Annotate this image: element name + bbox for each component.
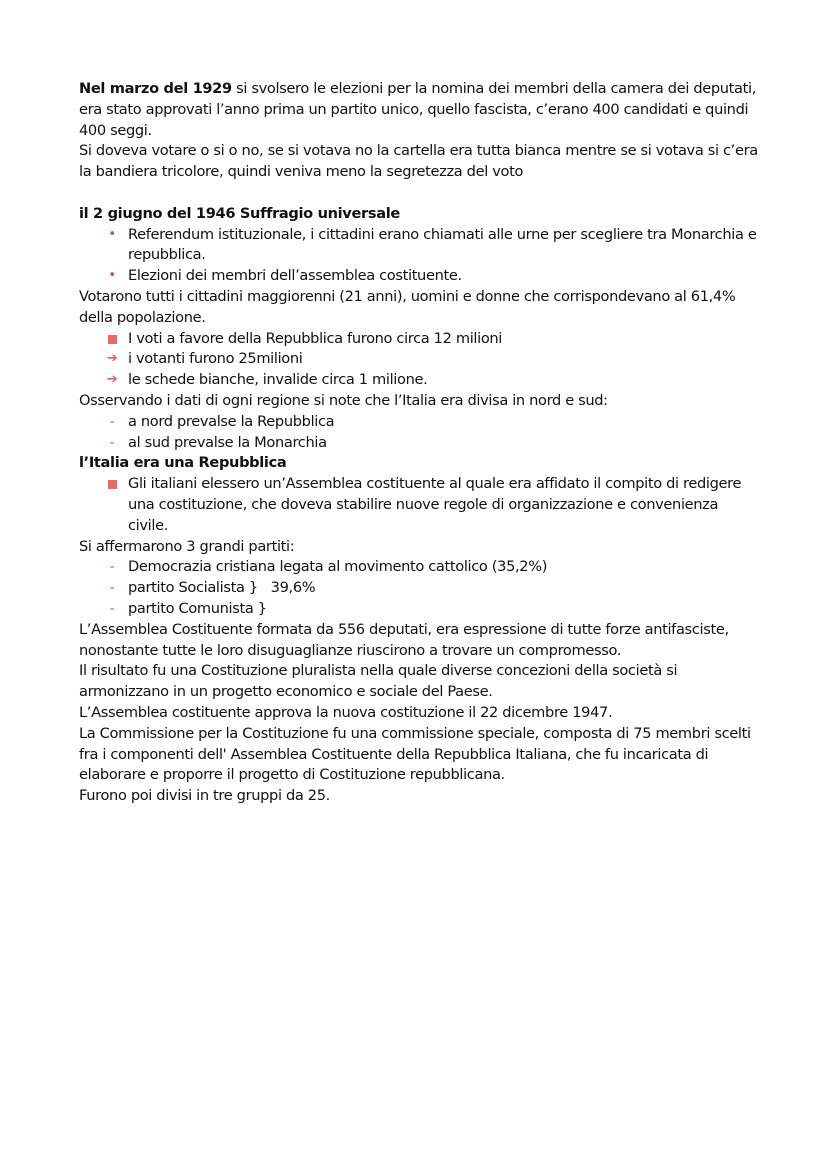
paragraph-text: si svolsero le elezioni per la nomina dei membri della camera dei deputati, era stato approvati l’anno prima un partito unico, quello fascista, c’erano 400 candidati e quindi 400 seggi. bbox=[79, 80, 757, 139]
paragraph-approvazione: L’Assemblea costituente approva la nuova costituzione il 22 dicembre 1947. bbox=[79, 703, 613, 721]
list-item: ➔ le schede bianche, invalide circa 1 milione. bbox=[79, 370, 758, 391]
list-item: I voti a favore della Repubblica furono circa 12 milioni bbox=[79, 329, 758, 350]
bullet-dash-icon: - bbox=[109, 579, 115, 597]
bullet-list-nord-sud bbox=[79, 412, 758, 454]
list-item: - partito Socialista } 39,6% bbox=[79, 578, 758, 599]
list-item: ➔ i votanti furono 25milioni bbox=[79, 349, 758, 370]
bullet-dash-icon: - bbox=[109, 558, 115, 576]
bullet-list-assemblea bbox=[79, 474, 758, 536]
bullet-dot-icon: • bbox=[108, 226, 116, 242]
list-item: - al sud prevalse la Monarchia bbox=[79, 433, 758, 454]
paragraph-partiti: Si affermarono 3 grandi partiti: bbox=[79, 537, 295, 555]
heading-repubblica: l’Italia era una Repubblica bbox=[79, 454, 287, 472]
paragraph-gruppi: Furono poi divisi in tre gruppi da 25. bbox=[79, 787, 330, 805]
paragraph-commissione: La Commissione per la Costituzione fu una commissione speciale, composta di 75 membri scelti fra i componenti dell' Assemblea Costituente della Repubblica Italiana, che fu incaricata di elaborare e proporre il progetto di Costituzione repubblicana. bbox=[79, 724, 751, 784]
bullet-list-partiti bbox=[79, 557, 758, 619]
bullet-arrow-icon: ➔ bbox=[106, 351, 118, 367]
bullet-dash-icon: - bbox=[109, 599, 115, 617]
bullet-square-icon bbox=[105, 474, 119, 495]
bullet-list-voti bbox=[79, 329, 758, 391]
paragraph-assemblea-556: L’Assemblea Costituente formata da 556 deputati, era espressione di tutte forze antifasciste, nonostante tutte le loro disuguaglianze riuscirono a trovare un compromesso. bbox=[79, 620, 729, 659]
list-item: - a nord prevalse la Repubblica bbox=[79, 412, 758, 433]
list-item: • Elezioni dei membri dell’assemblea costituente. bbox=[79, 266, 758, 287]
list-item: • Referendum istituzionale, i cittadini erano chiamati alle urne per scegliere tra Monarchia e repubblica. bbox=[79, 225, 758, 267]
bullet-dash-icon: - bbox=[109, 412, 115, 430]
bullet-list-1946 bbox=[79, 225, 758, 287]
bullet-square-icon bbox=[105, 329, 119, 350]
bullet-dash-icon: - bbox=[109, 433, 115, 451]
list-item: - Democrazia cristiana legata al movimento cattolico (35,2%) bbox=[79, 557, 758, 578]
date-highlight: Nel marzo del 1929 bbox=[79, 80, 232, 97]
bullet-dot-icon: • bbox=[108, 268, 116, 284]
paragraph-voto: Si doveva votare o si o no, se si votava no la cartella era tutta bianca mentre se si votava si c’era la bandiera tricolore, quindi veniva meno la segretezza del voto bbox=[79, 142, 758, 181]
paragraph-regioni: Osservando i dati di ogni regione si note che l’Italia era divisa in nord e sud: bbox=[79, 391, 608, 409]
paragraph-elezioni-1929 bbox=[79, 79, 758, 141]
spacer bbox=[79, 183, 758, 204]
paragraph-votanti: Votarono tutti i cittadini maggiorenni (21 anni), uomini e donne che corrispondevano al 61,4% della popolazione. bbox=[79, 287, 736, 326]
paragraph-risultato: Il risultato fu una Costituzione pluralista nella quale diverse concezioni della società si armonizzano in un progetto economico e sociale del Paese. bbox=[79, 662, 678, 701]
list-item: Gli italiani elessero un’Assemblea costituente al quale era affidato il compito di redigere una costituzione, che doveva stabilire nuove regole di organizzazione e convenienza civile. bbox=[79, 474, 758, 536]
list-item: - partito Comunista } bbox=[79, 599, 758, 620]
bullet-arrow-icon: ➔ bbox=[106, 372, 118, 388]
heading-suffragio: il 2 giugno del 1946 Suffragio universale bbox=[79, 204, 400, 222]
